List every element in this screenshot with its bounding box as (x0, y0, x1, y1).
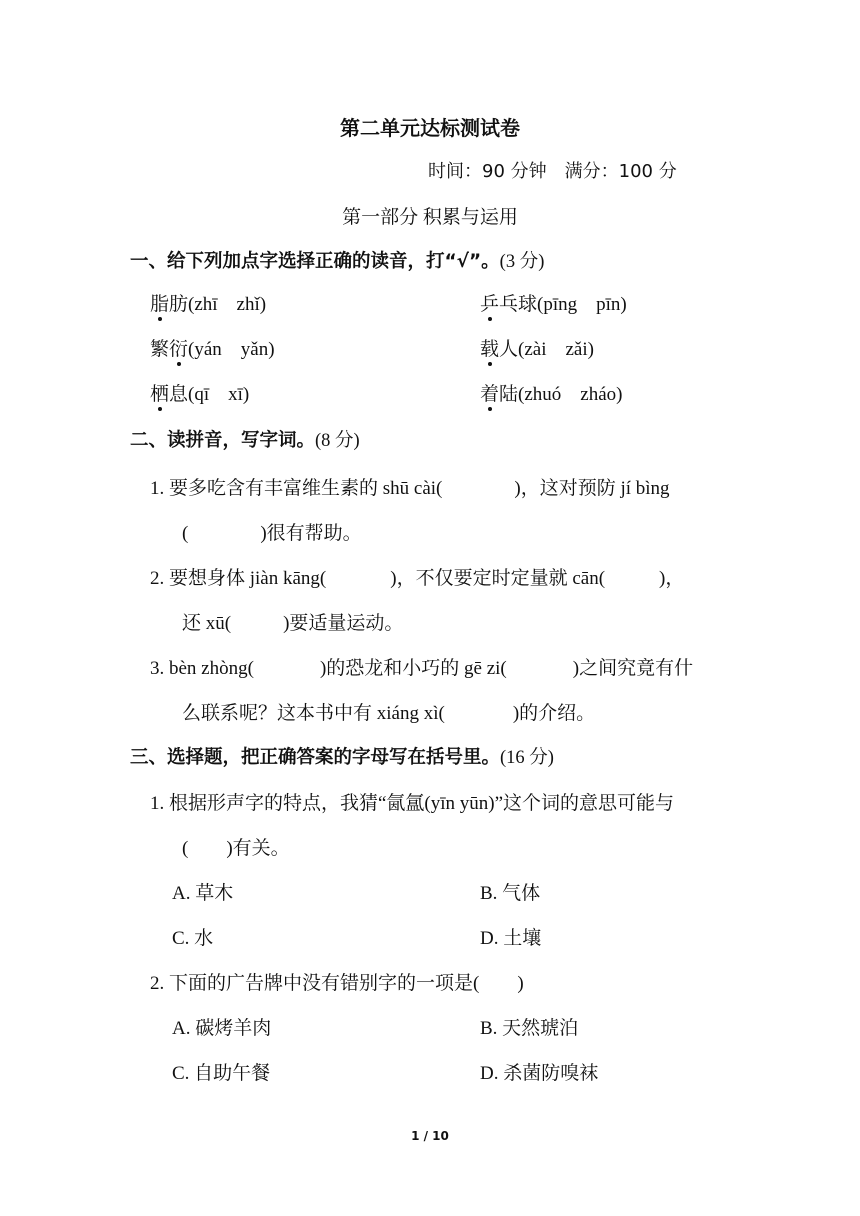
s2-q1-line1: 1. 要多吃含有丰富维生素的 shū cài( )，这对预防 jí bìng (150, 478, 670, 499)
dotted-char: 乒 (480, 294, 500, 315)
s1-item-3: 繁衍(yán yǎn) (150, 339, 275, 360)
s3-q1-stem: 1. 根据形声字的特点，我猜“氤氲(yīn yūn)”这个词的意思可能与 (150, 793, 675, 814)
section-3-heading (130, 749, 554, 768)
s3-q1-option-a[interactable]: A. 草木 (172, 883, 234, 904)
s3-q2-option-c[interactable]: C. 自助午餐 (172, 1063, 271, 1084)
s3-q2-option-a[interactable]: A. 碳烤羊肉 (172, 1018, 272, 1039)
s1-item-6: 着陆(zhuó zháo) (480, 384, 623, 405)
s1-item-1: 脂肪(zhī zhǐ) (150, 294, 267, 315)
exam-time-score: 时间：90 分钟 满分：100 分 (428, 161, 677, 182)
dotted-char: 衍 (169, 339, 189, 360)
section-2-heading (130, 432, 360, 451)
part-heading: 第一部分 积累与运用 (342, 207, 518, 228)
s3-q2-stem: 2. 下面的广告牌中没有错别字的一项是( ) (150, 973, 524, 994)
s2-q2-line2: 还 xū( )要适量运动。 (182, 613, 404, 634)
dotted-char: 脂 (150, 294, 170, 315)
section-1-heading (130, 253, 544, 272)
section-1-text: 一、给下列加点字选择正确的读音，打“√”。 (130, 251, 500, 272)
dotted-char: 栖 (150, 384, 170, 405)
section-3-text: 三、选择题，把正确答案的字母写在括号里。 (130, 747, 501, 768)
s2-q3-line2: 么联系呢？这本书中有 xiáng xì( )的介绍。 (182, 703, 596, 724)
s2-q2-line1: 2. 要想身体 jiàn kāng( )，不仅要定时定量就 cān( )， (150, 568, 685, 589)
section-2-text: 二、读拼音，写字词。 (130, 430, 316, 451)
section-1-points: (3 分) (499, 252, 545, 272)
dotted-char: 载 (480, 339, 500, 360)
page-number: 1 / 10 (411, 1129, 449, 1143)
s1-item-4: 载人(zài zǎi) (480, 339, 594, 360)
section-2-points: (8 分) (315, 431, 360, 451)
s1-item-5: 栖息(qī xī) (150, 384, 250, 405)
s3-q1-stem-cont: ( )有关。 (182, 838, 290, 859)
s3-q1-option-c[interactable]: C. 水 (172, 928, 214, 949)
s1-item-2: 乒乓球(pīng pīn) (480, 294, 627, 315)
s3-q2-option-d[interactable]: D. 杀菌防嗅袜 (480, 1063, 599, 1084)
s3-q2-option-b[interactable]: B. 天然琥泊 (480, 1018, 579, 1039)
s2-q3-line1: 3. bèn zhòng( )的恐龙和小巧的 gē zi( )之间究竟有什 (150, 658, 694, 679)
s2-q1-line2: ( )很有帮助。 (182, 523, 362, 544)
s3-q1-option-d[interactable]: D. 土壤 (480, 928, 542, 949)
exam-title: 第二单元达标测试卷 (340, 116, 520, 140)
s3-q1-option-b[interactable]: B. 气体 (480, 883, 541, 904)
dotted-char: 着 (480, 384, 500, 405)
section-3-points: (16 分) (500, 748, 554, 768)
